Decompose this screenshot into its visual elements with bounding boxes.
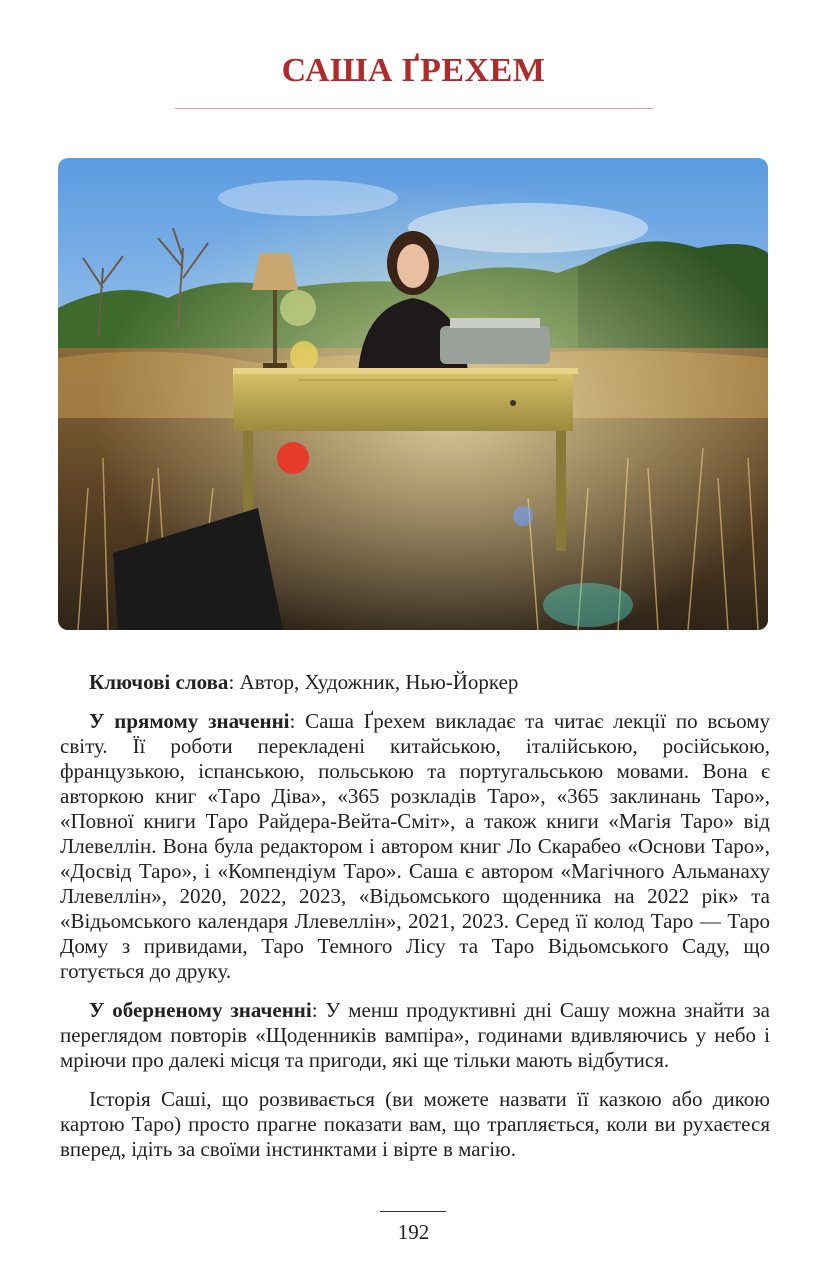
keywords-paragraph	[60, 670, 770, 695]
page-title: САША ҐРЕХЕМ	[281, 52, 546, 89]
closing-paragraph	[60, 1087, 770, 1162]
author-photo	[58, 158, 768, 630]
upright-text: : Саша Ґрехем викладає та читає лекції по всьому світу. Її роботи перекладені китайською, італійською, російською, французькою, іспанською, польською та португальською мовами. Вона є авторкою книг «Таро Діва», «365 розкладів Таро», «365 заклинань Таро», «Повної книги Таро Райдера-Вейта-Сміт», а також книги «Магія Таро» від Ллевеллін. Вона була редактором і автором книг Ло Скарабео «Основи Таро», «Досвід Таро», і «Компендіум Таро». Саша є автором «Магічного Альманаху Ллевеллін», 2020, 2022, 2023, «Відьомського щоденника на 2022 рік» та «Відьомського календаря Ллевеллін», 2021, 2023. Серед її колод Таро — Таро Дому з привидами, Таро Темного Лісу та Таро Відьомського Саду, що готується до друку.	[60, 709, 770, 983]
title-divider	[175, 108, 653, 109]
page-number: 192	[397, 1220, 430, 1244]
body-text	[60, 670, 770, 1176]
upright-paragraph	[60, 709, 770, 984]
reversed-label: У оберненому значенні	[89, 998, 312, 1022]
keywords-text: : Автор, Художник, Нью-Йоркер	[228, 670, 519, 694]
footer-divider	[380, 1211, 446, 1212]
closing-text: Історія Саші, що розвивається (ви можете назвати її казкою або дикою картою Таро) просто прагне показати вам, що трапляється, коли ви рухаєтеся вперед, ідіть за своїми інстинктами і вірте в магію.	[60, 1087, 770, 1161]
reversed-paragraph	[60, 998, 770, 1073]
upright-label: У прямому значенні	[89, 709, 290, 733]
keywords-label: Ключові слова	[89, 670, 229, 694]
reversed-text: : У менш продуктивні дні Сашу можна знайти за переглядом повторів «Щоденників вампіра», годинами вдивляючись у небо і мріючи про далекі місця та пригоди, які ще тільки мають відбутися.	[60, 998, 770, 1072]
